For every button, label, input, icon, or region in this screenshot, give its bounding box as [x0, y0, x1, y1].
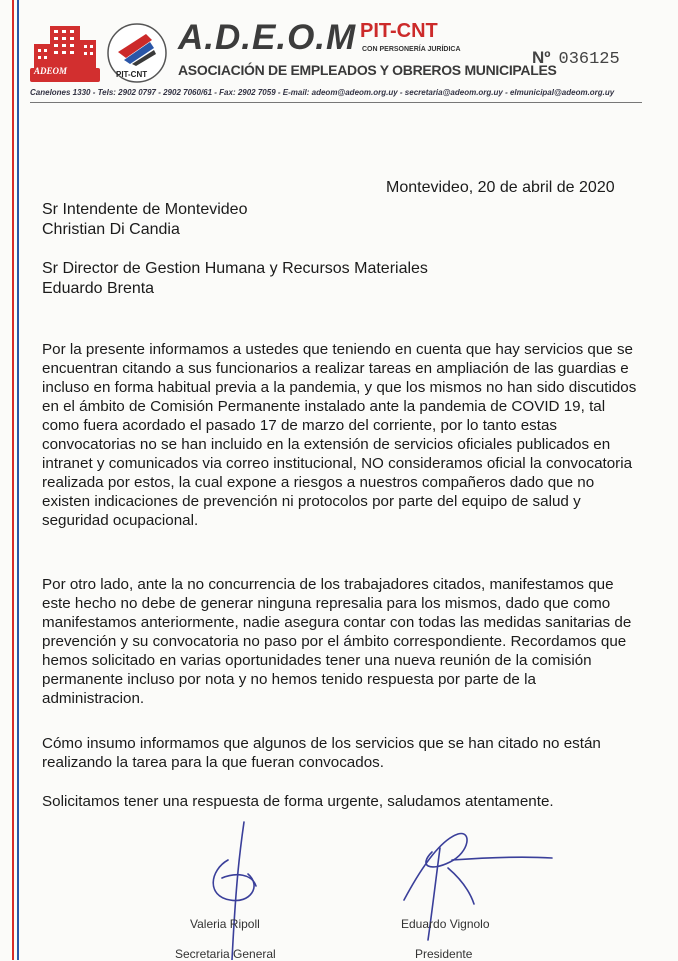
recipient-block-2 [42, 259, 428, 299]
signatory-1-name: Valeria Ripoll [190, 917, 260, 931]
signatory-1-role: Secretaria General [175, 947, 276, 961]
recipient-1-name: Christian Di Candia [42, 221, 180, 238]
letterhead-divider [30, 102, 642, 103]
body-paragraph-1: Por la presente informamos a ustedes que teniendo en cuenta que hay servicios que se encuentran citando a sus funcionarios a realizar tareas en ampliación de las guardias e incluso en forma habitual previa a la pandemia, y que los mismos no han sido discutidos en el ámbito de Comisión Permanente instalado ante la pandemia de COVID 19, tal como fuera acordado el pasado 17 de marzo del corriente, por lo tanto estas convocatorias no se han incluido en la extensión de servicios oficiales publicados en intranet y comunicados via correo institucional, NO consideramos oficial la convocatoria realizada por estos, la cual expone a riesgos a nuestros compañeros dado que no existen indicaciones de prevención ni protocolos por parte del equipo de salud y seguridad ocupacional. [42, 341, 637, 529]
recipient-block-1 [42, 200, 247, 240]
letterhead [20, 14, 660, 100]
left-edge-red-stripe [12, 0, 14, 960]
number-label: Nº [532, 48, 551, 67]
number-value: 036125 [558, 50, 620, 69]
signatory-2-name: Eduardo Vignolo [401, 917, 490, 931]
organization-acronym: A.D.E.O.M [178, 18, 357, 57]
pit-cnt-logo-caption: PIT-CNT [116, 70, 148, 79]
closing-paragraph: Solicitamos tener una respuesta de forma urgente, saludamos atentamente. [42, 793, 554, 810]
signature-ripoll [213, 822, 256, 960]
letter-date: Montevideo, 20 de abril de 2020 [386, 179, 615, 196]
legal-status-label: CON PERSONERÍA JURÍDICA [362, 46, 461, 53]
adeom-logo-caption: ADEOM [34, 66, 68, 76]
recipient-2-name: Eduardo Brenta [42, 280, 155, 297]
contact-info: Canelones 1330 - Tels: 2902 0797 - 2902 7060/61 - Fax: 2902 7059 - E-mail: adeom@adeom.org.uy - secretaria@adeom.org.uy - elmunicipal@adeom.org.uy [30, 88, 615, 97]
association-name: ASOCIACIÓN DE EMPLEADOS Y OBREROS MUNICIPALES [178, 62, 557, 78]
signatory-2-role: Presidente [415, 947, 473, 961]
document-number [532, 48, 620, 69]
adeom-building-logo [28, 20, 102, 86]
left-edge-blue-stripe [17, 0, 19, 960]
recipient-1-title: Sr Intendente de Montevideo [42, 201, 248, 218]
pit-cnt-label: PIT-CNT [360, 20, 438, 42]
body-paragraph-3: Cómo insumo informamos que algunos de los servicios que se han citado no están realizando la tarea para la que fueran convocados. [42, 735, 601, 771]
body-paragraph-2: Por otro lado, ante la no concurrencia de los trabajadores citados, manifestamos que este hecho no debe de generar ninguna represalia para los mismos, dado que como manifestamos anteriormente, nadie asegura contar con todas las medidas sanitarias de prevención y su convocatoria no paso por el ámbito correspondiente. Recordamos que hemos solicitado en varias oportunidades tener una nueva reunión de la comisión permanente incluso por nota y no hemos tenido respuesta por parte de la administracion. [42, 576, 632, 707]
recipient-2-title: Sr Director de Gestion Humana y Recursos Materiales [42, 260, 428, 277]
